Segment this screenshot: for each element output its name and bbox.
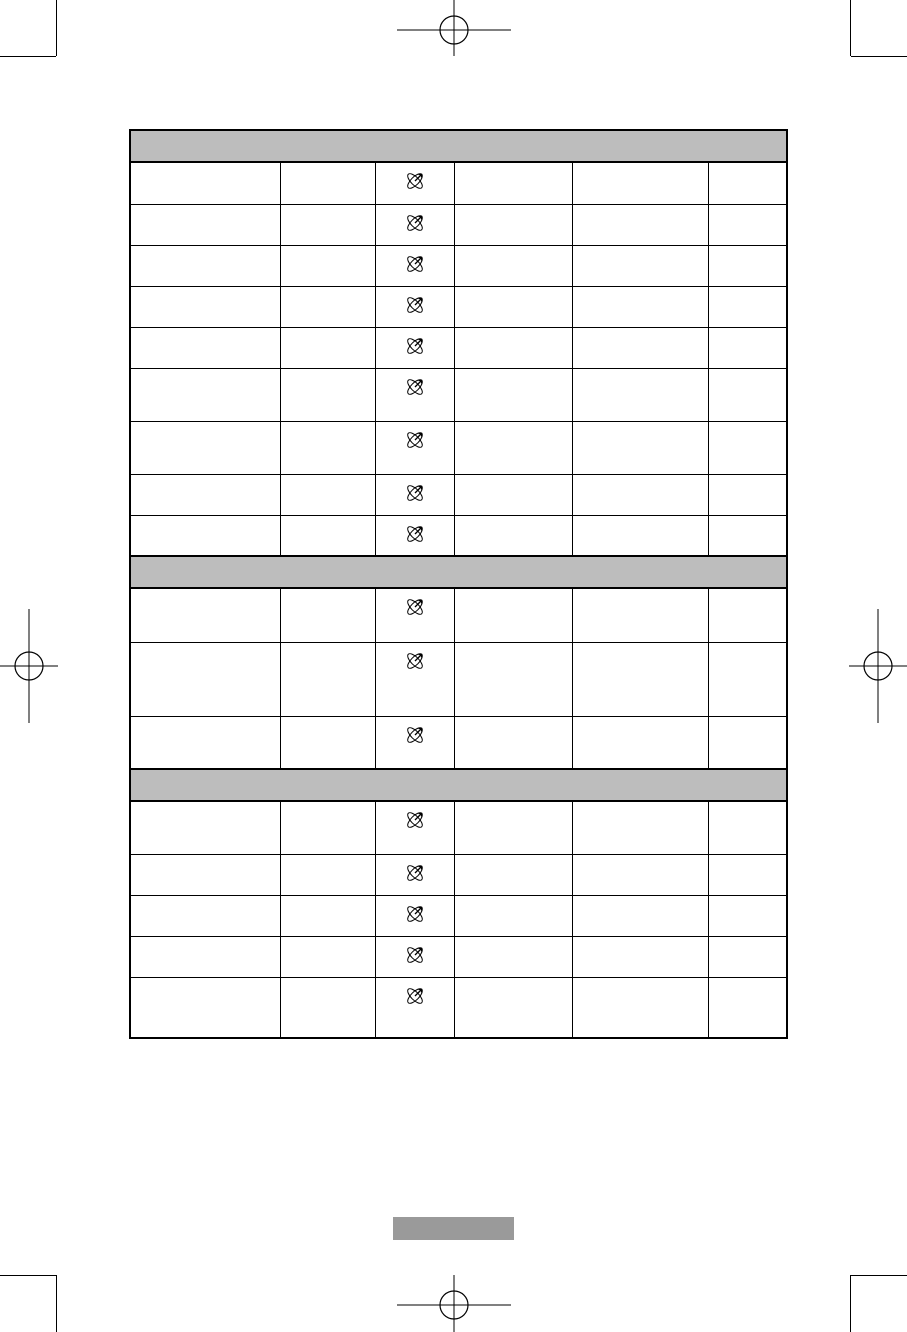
table-cell [709,802,786,854]
table-cell [455,287,573,327]
table-cell [376,937,455,977]
crop-mark [850,0,851,56]
table-cell [455,422,573,474]
table-cell [131,589,281,642]
table-cell [131,163,281,204]
table-cell [573,937,709,977]
microwave-icon [404,170,426,192]
table-cell [281,643,376,716]
table-cell [281,978,376,1037]
table-cell [455,896,573,936]
table-row [131,589,786,643]
table-row [131,802,786,855]
table-cell [131,643,281,716]
table-row [131,163,786,205]
table-cell [455,205,573,245]
table-cell [455,163,573,204]
table-cell [376,287,455,327]
microwave-icon [404,944,426,966]
table-row [131,978,786,1037]
table-cell [573,163,709,204]
table-cell [455,802,573,854]
microwave-icon [404,724,426,746]
table-cell [709,328,786,368]
table-cell [573,589,709,642]
microwave-icon [404,429,426,451]
microwave-icon [404,253,426,275]
table-cell [709,643,786,716]
table-cell [573,246,709,286]
table-cell [709,717,786,768]
section-header [131,770,786,802]
table-cell [573,717,709,768]
table-cell [281,802,376,854]
table-cell [376,802,455,854]
microwave-icon [404,809,426,831]
table-cell [131,802,281,854]
table-cell [131,205,281,245]
table-cell [573,978,709,1037]
table-row [131,246,786,287]
table-cell [376,855,455,895]
table-cell [131,287,281,327]
table-row [131,516,786,557]
table-cell [709,516,786,555]
table-cell [573,643,709,716]
table-cell [131,475,281,515]
registration-mark-icon [397,0,511,60]
table-row [131,475,786,516]
table-cell [376,717,455,768]
table-row [131,643,786,717]
table-cell [709,855,786,895]
table-cell [573,802,709,854]
table-cell [455,978,573,1037]
table-cell [455,855,573,895]
table-cell [281,516,376,555]
table-row [131,287,786,328]
registration-mark-icon [0,609,58,723]
table-cell [131,896,281,936]
table-cell [455,937,573,977]
table-cell [709,205,786,245]
table-cell [455,328,573,368]
table-cell [376,475,455,515]
crop-mark [851,1275,907,1276]
table-cell [376,163,455,204]
table-cell [573,516,709,555]
table-row [131,369,786,422]
table-cell [455,643,573,716]
table-cell [455,475,573,515]
registration-mark-icon [397,1275,511,1332]
table-cell [573,475,709,515]
table-cell [281,717,376,768]
table-cell [573,369,709,421]
microwave-icon [404,862,426,884]
table-cell [709,475,786,515]
table-cell [573,896,709,936]
table-cell [709,589,786,642]
table-cell [281,205,376,245]
table-cell [131,369,281,421]
table-row [131,422,786,475]
crop-mark [56,1275,57,1332]
crop-mark [56,0,57,56]
table-cell [376,516,455,555]
table-cell [376,369,455,421]
table-cell [709,287,786,327]
table-cell [281,287,376,327]
table-cell [281,369,376,421]
table-cell [131,246,281,286]
table-cell [455,589,573,642]
cooking-table [129,129,788,1039]
table-cell [573,855,709,895]
table-cell [281,896,376,936]
table-cell [376,643,455,716]
crop-mark [0,56,56,57]
table-cell [709,246,786,286]
table-cell [376,246,455,286]
table-cell [131,978,281,1037]
table-cell [376,205,455,245]
table-cell [281,422,376,474]
table-row [131,328,786,369]
table-cell [376,422,455,474]
table-cell [573,287,709,327]
microwave-icon [404,596,426,618]
table-cell [131,422,281,474]
table-cell [376,328,455,368]
table-row [131,896,786,937]
table-cell [281,475,376,515]
table-cell [573,205,709,245]
table-cell [455,369,573,421]
table-cell [709,978,786,1037]
crop-mark [850,1275,851,1332]
crop-mark [0,1275,56,1276]
microwave-icon [404,294,426,316]
table-cell [281,163,376,204]
table-cell [131,516,281,555]
table-cell [376,589,455,642]
table-cell [281,246,376,286]
microwave-icon [404,903,426,925]
section-header [131,131,786,163]
page-number-badge [393,1217,514,1240]
table-cell [376,978,455,1037]
crop-mark [851,56,907,57]
table-cell [281,328,376,368]
table-cell [281,589,376,642]
table-row [131,855,786,896]
table-cell [573,422,709,474]
table-cell [709,369,786,421]
table-cell [709,937,786,977]
table-row [131,937,786,978]
table-row [131,205,786,246]
table-cell [709,163,786,204]
microwave-icon [404,335,426,357]
microwave-icon [404,482,426,504]
table-cell [455,717,573,768]
table-cell [131,937,281,977]
table-cell [709,896,786,936]
microwave-icon [404,212,426,234]
table-cell [131,855,281,895]
registration-mark-icon [849,609,907,723]
table-cell [455,246,573,286]
microwave-icon [404,650,426,672]
table-cell [709,422,786,474]
table-cell [131,717,281,768]
table-cell [131,328,281,368]
table-cell [455,516,573,555]
microwave-icon [404,523,426,545]
table-cell [376,896,455,936]
table-row [131,717,786,770]
table-cell [573,328,709,368]
microwave-icon [404,985,426,1007]
section-header [131,557,786,589]
microwave-icon [404,376,426,398]
table-cell [281,937,376,977]
table-cell [281,855,376,895]
